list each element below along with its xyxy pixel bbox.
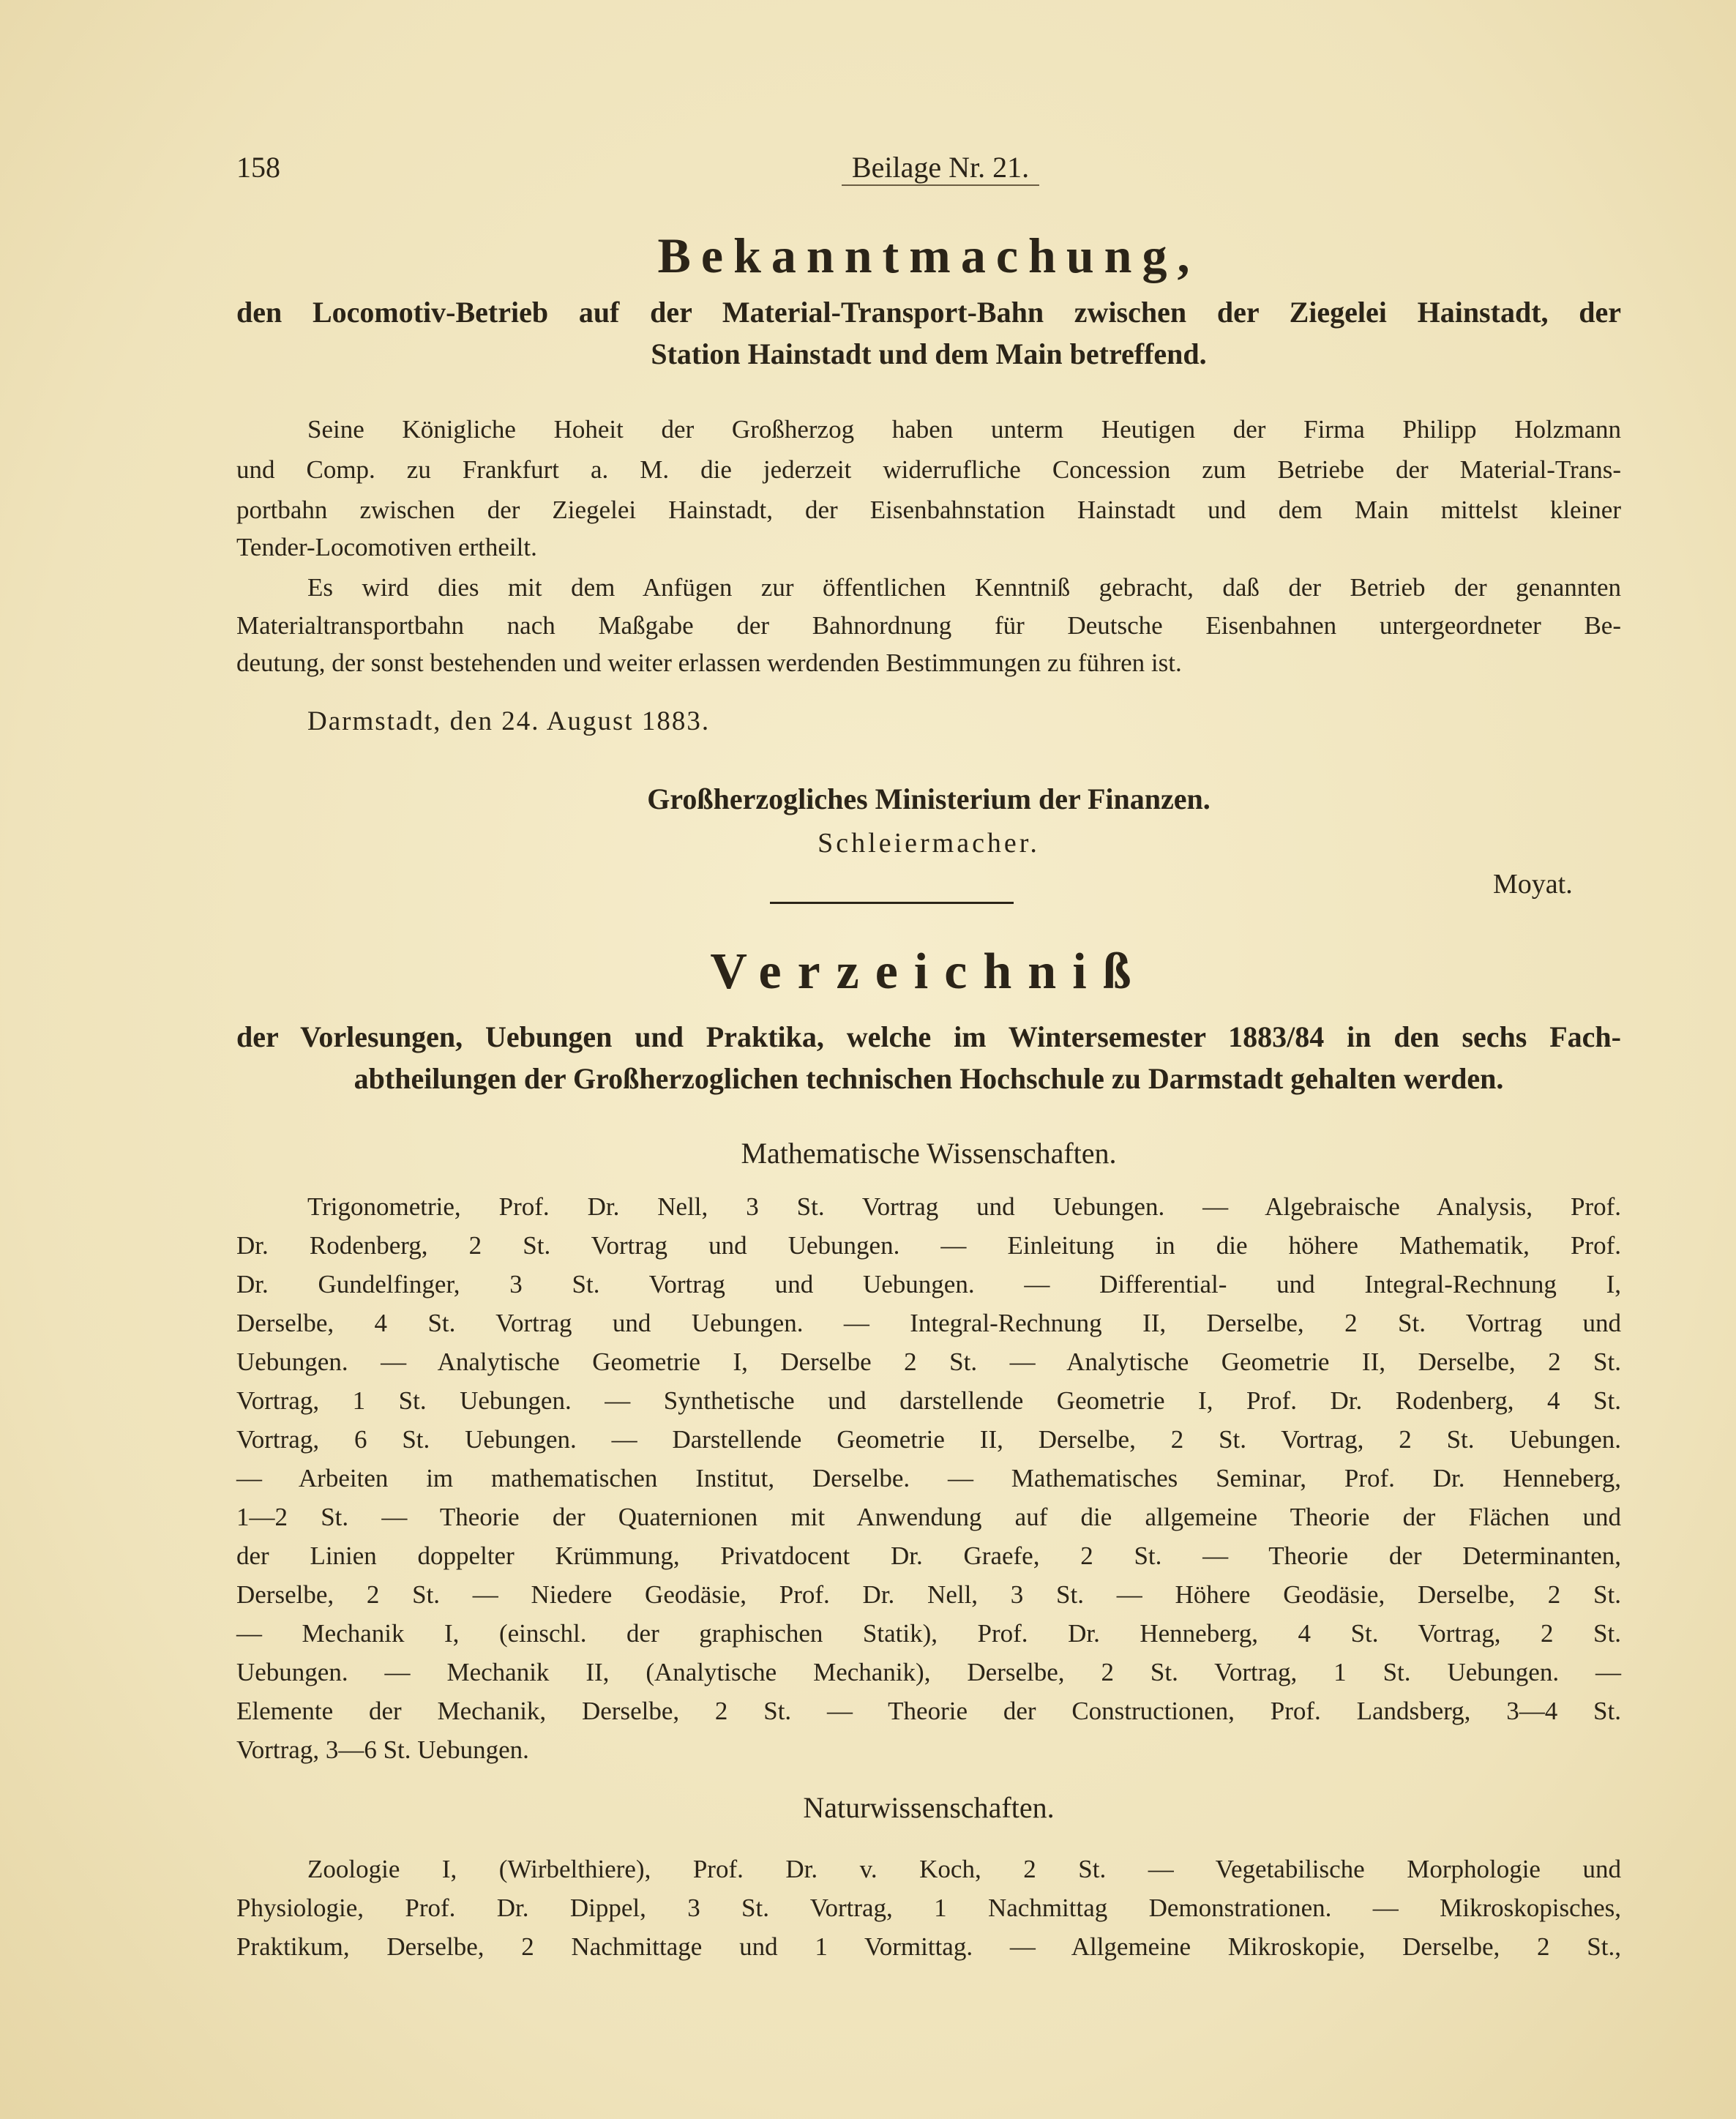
paragraph-line: deutung, der sonst bestehenden und weiter erlassen werdenden Bestimmungen zu führen ist. (236, 649, 1182, 677)
date-line: Darmstadt, den 24. August 1883. (307, 706, 711, 736)
supplement-label: Beilage Nr. 21. (842, 150, 1039, 186)
course-line: — Arbeiten im mathematischen Institut, Derselbe. — Mathematisches Seminar, Prof. Dr. Henneberg, (236, 1464, 1621, 1492)
directory-subtitle-line: abtheilungen der Großherzoglichen technischen Hochschule zu Darmstadt gehalten werden. (353, 1062, 1504, 1095)
ministry-name: Großherzogliches Ministerium der Finanzen. (647, 782, 1211, 815)
course-line: Derselbe, 4 St. Vortrag und Uebungen. — Integral-Rechnung II, Derselbe, 2 St. Vortrag und (236, 1309, 1621, 1337)
course-line: Uebungen. — Mechanik II, (Analytische Mechanik), Derselbe, 2 St. Vortrag, 1 St. Uebungen. — (236, 1658, 1621, 1686)
course-line: Uebungen. — Analytische Geometrie I, Derselbe 2 St. — Analytische Geometrie II, Derselbe, 2 St. (236, 1348, 1621, 1376)
paragraph-line: Materialtransportbahn nach Maßgabe der Bahnordnung für Deutsche Eisenbahnen untergeordneter Be- (236, 611, 1621, 640)
countersignatory: Moyat. (1493, 869, 1573, 900)
paragraph-line: Tender-Locomotiven ertheilt. (236, 533, 537, 561)
section-heading-mathematics: Mathematische Wissenschaften. (741, 1137, 1117, 1170)
section-divider (770, 902, 1014, 904)
notice-subtitle-line: Station Hainstadt und dem Main betreffend. (651, 337, 1207, 370)
section-heading-natural-sciences: Naturwissenschaften. (803, 1791, 1055, 1824)
course-line: Trigonometrie, Prof. Dr. Nell, 3 St. Vortrag und Uebungen. — Algebraische Analysis, Prof. (307, 1192, 1621, 1221)
paragraph-line: portbahn zwischen der Ziegelei Hainstadt, der Eisenbahnstation Hainstadt und dem Main mittelst kleiner (236, 496, 1621, 524)
course-line: Zoologie I, (Wirbelthiere), Prof. Dr. v. Koch, 2 St. — Vegetabilische Morphologie und (307, 1855, 1621, 1883)
paragraph-line: und Comp. zu Frankfurt a. M. die jederzeit widerrufliche Concession zum Betriebe der Material-Trans- (236, 455, 1621, 484)
notice-subtitle-line: den Locomotiv-Betrieb auf der Material-Transport-Bahn zwischen der Ziegelei Hainstadt, der (236, 296, 1621, 329)
paragraph-line: Seine Königliche Hoheit der Großherzog haben unterm Heutigen der Firma Philipp Holzmann (307, 415, 1621, 444)
course-line: Elemente der Mechanik, Derselbe, 2 St. — Theorie der Constructionen, Prof. Landsberg, 3—4 St. (236, 1697, 1621, 1725)
course-line: Dr. Gundelfinger, 3 St. Vortrag und Uebungen. — Differential- und Integral-Rechnung I, (236, 1270, 1621, 1298)
course-line: — Mechanik I, (einschl. der graphischen Statik), Prof. Dr. Henneberg, 4 St. Vortrag, 2 St. (236, 1619, 1621, 1648)
directory-title: Verzeichniß (710, 943, 1148, 1000)
course-line: Vortrag, 6 St. Uebungen. — Darstellende Geometrie II, Derselbe, 2 St. Vortrag, 2 St. Uebungen. (236, 1425, 1621, 1454)
notice-title: Bekanntmachung, (657, 228, 1200, 283)
course-line: 1—2 St. — Theorie der Quaternionen mit Anwendung auf die allgemeine Theorie der Flächen und (236, 1503, 1621, 1531)
directory-subtitle-line: der Vorlesungen, Uebungen und Praktika, welche im Wintersemester 1883/84 in den sechs Fach- (236, 1020, 1621, 1053)
course-line: Dr. Rodenberg, 2 St. Vortrag und Uebungen. — Einleitung in die höhere Mathematik, Prof. (236, 1231, 1621, 1260)
course-line: Derselbe, 2 St. — Niedere Geodäsie, Prof. Dr. Nell, 3 St. — Höhere Geodäsie, Derselbe, 2 St. (236, 1580, 1621, 1609)
course-line: Vortrag, 1 St. Uebungen. — Synthetische und darstellende Geometrie I, Prof. Dr. Rodenberg, 4 St. (236, 1386, 1621, 1415)
page-number: 158 (236, 151, 280, 184)
course-line: Vortrag, 3—6 St. Uebungen. (236, 1735, 529, 1764)
course-line: der Linien doppelter Krümmung, Privatdocent Dr. Graefe, 2 St. — Theorie der Determinanten, (236, 1541, 1621, 1570)
paragraph-line: Es wird dies mit dem Anfügen zur öffentlichen Kenntniß gebracht, daß der Betrieb der genannten (307, 573, 1621, 602)
course-line: Praktikum, Derselbe, 2 Nachmittage und 1 Vormittag. — Allgemeine Mikroskopie, Derselbe, 2 St., (236, 1932, 1621, 1961)
signatory: Schleiermacher. (818, 828, 1040, 859)
course-line: Physiologie, Prof. Dr. Dippel, 3 St. Vortrag, 1 Nachmittag Demonstrationen. — Mikroskopisches, (236, 1894, 1621, 1922)
